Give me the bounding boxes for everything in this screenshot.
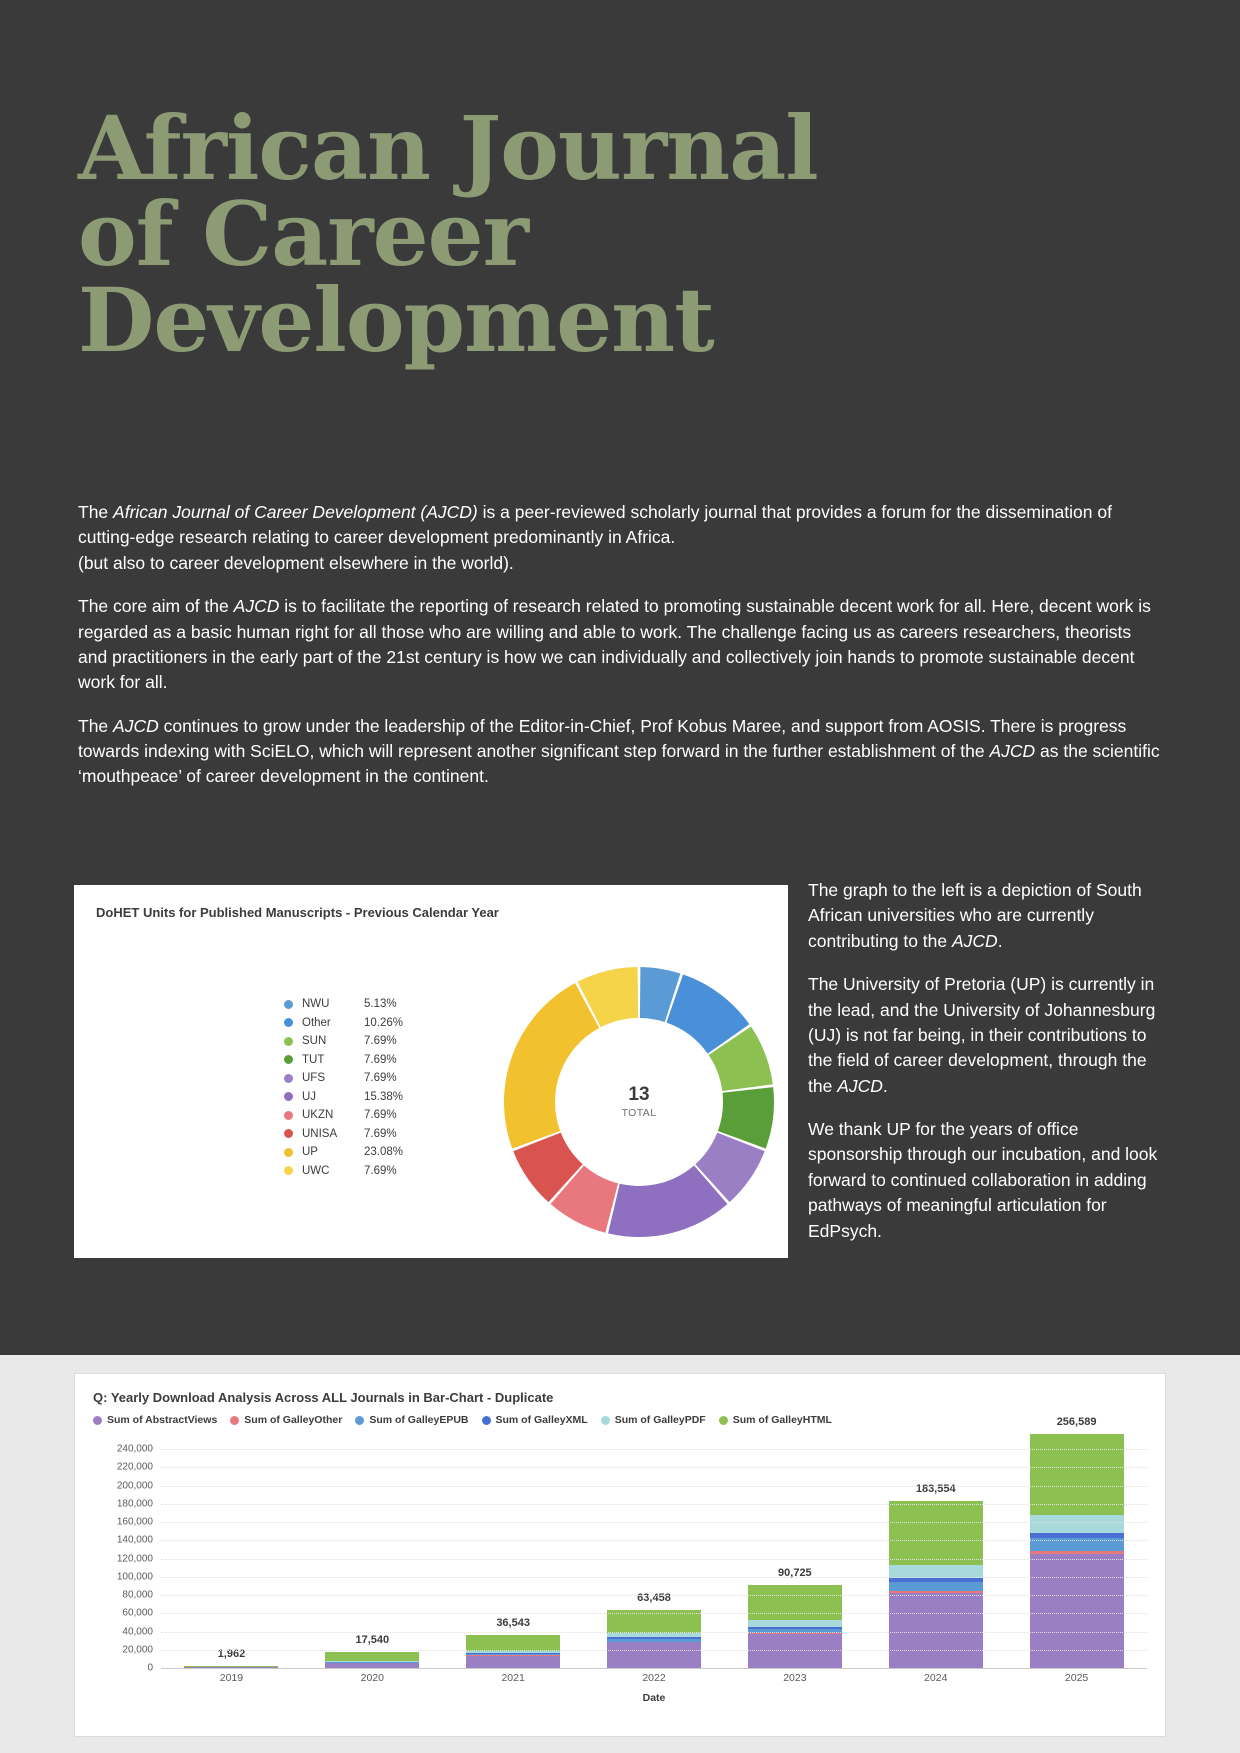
legend-color-dot-icon [284, 1148, 293, 1157]
pie-legend-value: 23.08% [364, 1146, 404, 1159]
bottom-light-section [0, 1355, 1240, 1753]
pie-legend-label: NWU [302, 998, 330, 1011]
y-axis-tick-label: 120,000 [116, 1553, 153, 1565]
pie-legend-item [284, 1032, 416, 1051]
y-axis-tick-label: 80,000 [122, 1589, 153, 1601]
donut-chart [494, 957, 784, 1247]
intro-paragraph-3 [78, 714, 1163, 790]
pie-legend-item [284, 995, 416, 1014]
bar-column[interactable] [161, 1440, 302, 1668]
bar-total-label: 36,543 [496, 1616, 530, 1629]
intro-p1-text-a: The [78, 502, 114, 522]
pie-legend-value: 7.69% [364, 1035, 397, 1048]
pie-legend-label: TUT [302, 1053, 325, 1066]
right-ajcd-emphasis-2: AJCD [837, 1075, 883, 1096]
y-axis-tick-label: 60,000 [122, 1607, 153, 1619]
page-title [78, 96, 1078, 373]
gridline [161, 1632, 1147, 1633]
bar-stack [1030, 1434, 1124, 1668]
intro-p3-text-c: as the scientific ‘mouthpeace’ of career development in the continent. [78, 741, 1160, 787]
bar-stack [466, 1635, 560, 1668]
x-axis-title: Date [642, 1692, 666, 1704]
pie-legend-item [284, 1051, 416, 1070]
right-column-text [808, 878, 1163, 1262]
bar-stack [184, 1666, 278, 1668]
gridline [161, 1449, 1147, 1450]
right-p2-text-b: . [882, 1075, 888, 1096]
bar-legend-label: Sum of AbstractViews [107, 1414, 218, 1426]
legend-color-dot-icon [284, 1129, 293, 1138]
bar-legend-label: Sum of GalleyXML [495, 1414, 588, 1426]
right-ajcd-emphasis-1: AJCD [951, 930, 998, 951]
pie-legend-label: SUN [302, 1035, 327, 1048]
legend-color-dot-icon [355, 1416, 364, 1425]
legend-color-dot-icon [482, 1416, 491, 1425]
pie-legend-label: UJ [302, 1090, 317, 1103]
intro-paragraph-2 [78, 594, 1163, 696]
y-axis [93, 1440, 159, 1674]
bar-legend-label: Sum of GalleyPDF [614, 1414, 706, 1426]
page-title-line: Development [78, 268, 714, 373]
bar-column[interactable] [724, 1440, 865, 1668]
bar-total-label: 183,554 [915, 1482, 956, 1495]
gridline [161, 1467, 1147, 1468]
pie-legend-label: UNISA [302, 1127, 338, 1140]
bar-legend-label: Sum of GalleyOther [244, 1414, 343, 1426]
bar-segment [184, 1667, 278, 1668]
x-axis-tick-label: 2024 [924, 1672, 948, 1684]
bar-column[interactable] [865, 1440, 1006, 1668]
bar-total-label: 256,589 [1056, 1416, 1097, 1428]
pie-legend-value: 7.69% [364, 1127, 397, 1140]
pie-legend-item [284, 1106, 416, 1125]
gridline [161, 1559, 1147, 1560]
pie-legend-value: 5.13% [364, 998, 397, 1011]
gridline [161, 1595, 1147, 1596]
pie-legend-value: 15.38% [364, 1090, 404, 1103]
pie-legend-label: UFS [302, 1072, 325, 1085]
bar-stack [325, 1652, 419, 1668]
donut-svg [494, 957, 784, 1247]
dohet-pie-card [74, 885, 788, 1258]
gridline [161, 1522, 1147, 1523]
gridline [161, 1613, 1147, 1614]
pie-legend-label: UKZN [302, 1109, 334, 1122]
bar-segment [748, 1634, 842, 1668]
bar-legend-item[interactable] [719, 1414, 832, 1426]
legend-color-dot-icon [601, 1416, 610, 1425]
x-axis-tick-label: 2023 [783, 1672, 807, 1684]
legend-color-dot-icon [284, 1000, 293, 1009]
x-axis-tick-label: 2020 [360, 1672, 384, 1684]
download-analysis-card [74, 1373, 1166, 1737]
pie-legend-value: 7.69% [364, 1109, 397, 1122]
x-axis-tick-label: 2019 [219, 1672, 244, 1684]
y-axis-tick-label: 200,000 [116, 1480, 153, 1492]
bar-column[interactable] [1006, 1416, 1147, 1668]
bar-total-label: 17,540 [355, 1634, 390, 1647]
pie-legend-label: Other [302, 1016, 331, 1029]
intro-p3-text-a: The [78, 715, 114, 736]
pie-legend-item [284, 1143, 416, 1162]
pie-legend-value: 7.69% [364, 1164, 397, 1177]
legend-color-dot-icon [284, 1018, 293, 1027]
pie-legend-item [284, 1014, 416, 1033]
ajcd-emphasis-1: AJCD [233, 596, 280, 617]
bar-segment [1030, 1515, 1124, 1532]
bar-legend-label: Sum of GalleyHTML [732, 1414, 832, 1426]
legend-color-dot-icon [284, 1074, 293, 1083]
pie-legend-label: UP [302, 1146, 318, 1159]
pie-legend-label: UWC [302, 1164, 330, 1177]
right-paragraph-2 [808, 972, 1163, 1099]
gridline [161, 1540, 1147, 1541]
gridline [161, 1577, 1147, 1578]
x-axis [161, 1672, 1147, 1690]
bar-segment [466, 1635, 560, 1651]
pie-legend-item [284, 1088, 416, 1107]
pie-legend-item [284, 1162, 416, 1181]
legend-color-dot-icon [719, 1416, 728, 1425]
legend-color-dot-icon [284, 1111, 293, 1120]
intro-body-copy [78, 500, 1163, 808]
right-p1-text-b: . [997, 930, 1003, 951]
pie-legend-value: 7.69% [364, 1053, 397, 1066]
page-title-line: of Career [78, 182, 528, 287]
y-axis-tick-label: 240,000 [116, 1443, 153, 1455]
legend-color-dot-icon [284, 1037, 293, 1046]
legend-color-dot-icon [284, 1055, 293, 1064]
x-axis-tick-label: 2021 [501, 1672, 525, 1684]
journal-name-emphasis: African Journal of Career Development (AJCD) [113, 502, 478, 522]
bar-legend-label: Sum of GalleyEPUB [369, 1414, 469, 1426]
donut-slice[interactable] [504, 983, 599, 1148]
legend-color-dot-icon [284, 1092, 293, 1101]
gridline [161, 1486, 1147, 1487]
bar-stack [889, 1501, 983, 1668]
bar-legend-item[interactable] [355, 1414, 468, 1426]
bar-segment [325, 1652, 419, 1661]
x-axis-tick-label: 2022 [642, 1672, 666, 1684]
bar-legend-item[interactable] [230, 1414, 342, 1426]
bar-column[interactable] [302, 1440, 443, 1668]
donut-total-value: 13 [628, 1084, 650, 1105]
intro-p1-text-c: (but also to career development elsewhere in the world). [78, 552, 514, 573]
bar-total-label: 90,725 [778, 1567, 812, 1580]
bar-segment [325, 1663, 419, 1668]
right-paragraph-3: We thank UP for the years of office sponsorship through our incubation, and look forward to continued collaboration in adding pathways of meaningful articulation for EdPsych. [808, 1119, 1158, 1241]
pie-legend-item [284, 1069, 416, 1088]
bar-column[interactable] [443, 1440, 584, 1668]
intro-p2-text-a: The core aim of the [78, 596, 234, 617]
intro-paragraph-1 [78, 500, 1163, 576]
gridline [161, 1504, 1147, 1505]
pie-legend [284, 995, 416, 1180]
page-title-line: African Journal [78, 96, 818, 200]
right-p2-text-a: The University of Pretoria (UP) is currently in the lead, and the University of Johannesburg (UJ) is not far being, in their contributions to the field of career development, through the the [808, 974, 1156, 1096]
bar-segment [889, 1582, 983, 1591]
y-axis-tick-label: 220,000 [116, 1461, 153, 1473]
bar-stack [607, 1610, 701, 1668]
bar-chart-legend [93, 1414, 832, 1426]
pie-chart-title: DoHET Units for Published Manuscripts - Previous Calendar Year [96, 905, 499, 920]
y-axis-tick-label: 180,000 [116, 1498, 153, 1510]
bar-legend-item[interactable] [482, 1414, 588, 1426]
y-axis-tick-label: 40,000 [122, 1626, 153, 1638]
legend-color-dot-icon [230, 1416, 239, 1425]
bar-chart-title: Q: Yearly Download Analysis Across ALL Journals in Bar-Chart - Duplicate [93, 1390, 554, 1405]
legend-color-dot-icon [93, 1416, 102, 1425]
bar-segment [748, 1585, 842, 1620]
bar-legend-item[interactable] [601, 1414, 706, 1426]
intro-p3-text-b: continues to grow under the leadership of the Editor-in-Chief, Prof Kobus Maree, and support from AOSIS. There is progress towards indexing with SciELO, which will represent another significant step forward in the further establishment of the [78, 715, 1127, 761]
gridline [161, 1650, 1147, 1651]
ajcd-emphasis-3: AJCD [989, 741, 1036, 761]
donut-total-caption: TOTAL [621, 1107, 657, 1119]
y-axis-tick-label: 20,000 [122, 1644, 153, 1656]
bar-column[interactable] [584, 1440, 725, 1668]
right-p1-text-a: The graph to the left is a depiction of South African universities who are currently contributing to the [808, 880, 1142, 951]
bar-stack [748, 1585, 842, 1668]
bar-segment [466, 1656, 560, 1668]
x-axis-tick-label: 2025 [1064, 1672, 1089, 1684]
bar-segment [1030, 1554, 1124, 1668]
pie-legend-value: 7.69% [364, 1072, 397, 1085]
legend-color-dot-icon [284, 1166, 293, 1175]
pie-legend-value: 10.26% [364, 1016, 404, 1029]
bar-total-label: 63,458 [637, 1592, 671, 1605]
y-axis-tick-label: 0 [147, 1662, 153, 1674]
y-axis-tick-label: 100,000 [116, 1571, 153, 1583]
bar-total-label: 1,962 [217, 1648, 246, 1661]
y-axis-tick-label: 140,000 [116, 1534, 153, 1546]
bar-segment [889, 1501, 983, 1565]
right-paragraph-1 [808, 878, 1163, 954]
pie-legend-item [284, 1125, 416, 1144]
bar-legend-item[interactable] [93, 1414, 217, 1426]
y-axis-tick-label: 160,000 [116, 1516, 153, 1528]
intro-p2-text-b: is to facilitate the reporting of research related to promoting sustainable decent work for all. Here, decent work is regarded as a basic human right for all those who are willing and able to work. The challenge facing us as careers researchers, theorists and practitioners in the early part of the 21st century is how we can individually and collectively join hands to promote sustainable decent work for all. [78, 596, 1151, 693]
ajcd-emphasis-2: AJCD [113, 715, 159, 736]
bar-segment [607, 1642, 701, 1668]
intro-p1-text-b: is a peer-reviewed scholarly journal that provides a forum for the dissemination of cutting-edge research relating to career development predominantly in Africa. [78, 502, 1112, 548]
